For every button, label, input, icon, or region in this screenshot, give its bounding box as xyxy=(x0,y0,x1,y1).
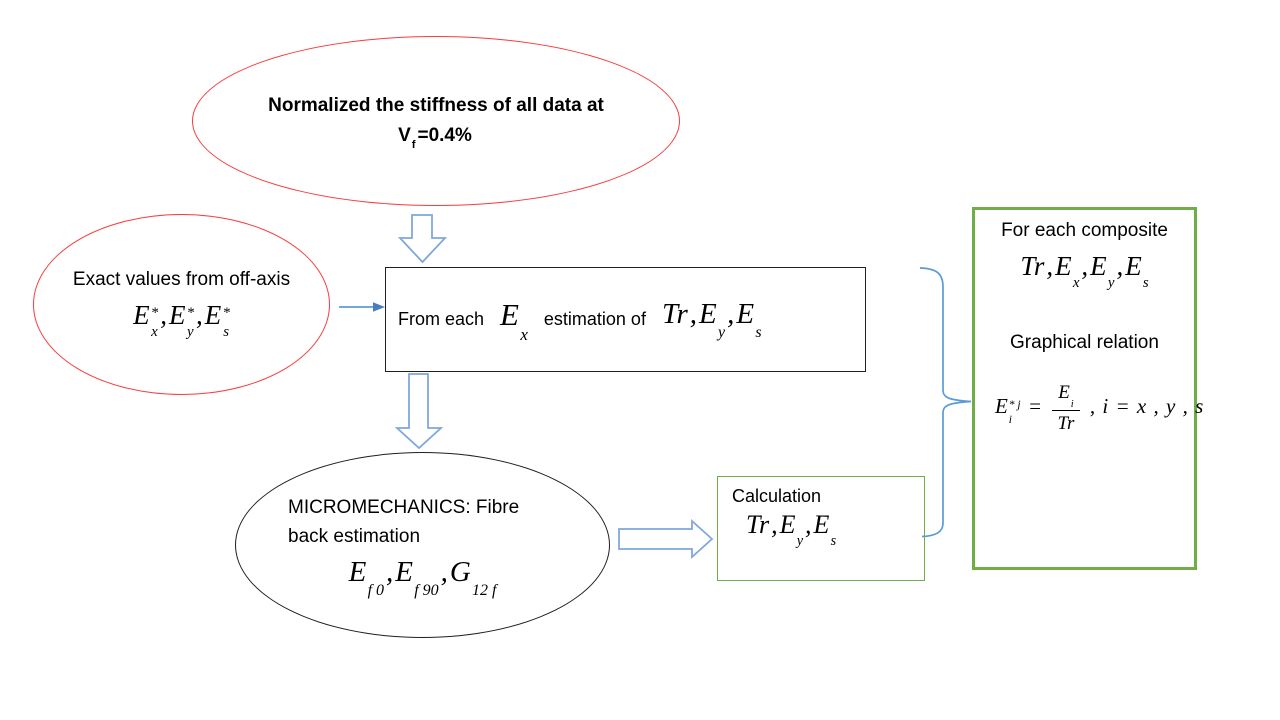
calculation-math: Tr , E y , E s xyxy=(746,510,837,550)
composite-title: For each composite xyxy=(1001,220,1168,241)
micromechanics-line1: MICROMECHANICS: Fibre xyxy=(288,497,520,518)
curly-brace xyxy=(920,268,971,537)
micromechanics-math: E f 0 , E f 90 , G 12 f xyxy=(348,556,497,599)
estimation-result-math: Tr , E y , E s xyxy=(661,298,762,342)
ex-math: E x xyxy=(500,296,528,344)
calculation-box xyxy=(717,476,925,581)
estimation-middle: estimation of xyxy=(543,309,646,329)
graphical-relation-label: Graphical relation xyxy=(1010,332,1159,354)
calculation-label: Calculation xyxy=(732,486,822,506)
micromechanics-text xyxy=(236,493,519,551)
down-block-arrow-bottom xyxy=(397,374,441,448)
right-block-arrow xyxy=(619,521,712,557)
estimation-prefix: From each xyxy=(398,309,485,329)
composite-math: Tr , E x , E y , E s xyxy=(1020,251,1149,291)
normalize-text-line2: V f =0.4% xyxy=(398,125,472,151)
composite-result-box xyxy=(972,207,1204,570)
exact-values-ellipse xyxy=(33,214,330,395)
exact-values-math: E * x , E * y , E * s xyxy=(133,300,230,341)
normalize-text-line1: Normalized the stiffness of all data at xyxy=(268,95,604,116)
normalization-formula: E * j i = E i Tr , i = x , y , s xyxy=(995,382,1204,434)
micromechanics-line2: back estimation xyxy=(288,526,421,547)
micromechanics-ellipse xyxy=(235,452,610,638)
normalize-ellipse xyxy=(192,36,680,206)
exact-values-arrow-head xyxy=(373,302,385,311)
exact-values-label: Exact values from off-axis xyxy=(72,269,291,291)
estimation-box xyxy=(385,267,866,372)
down-block-arrow-top xyxy=(400,215,445,262)
